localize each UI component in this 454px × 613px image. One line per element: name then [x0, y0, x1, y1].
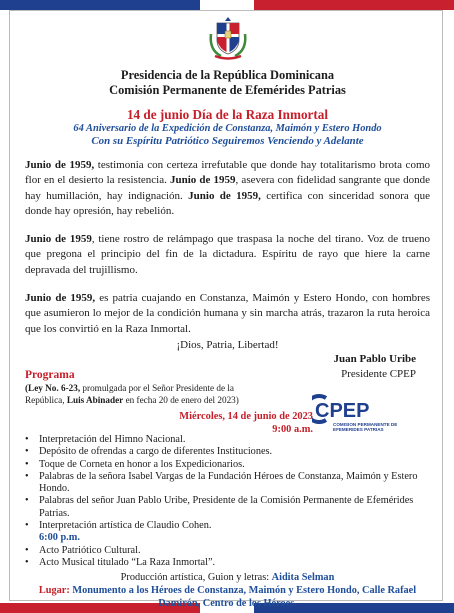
activity-item: • Depósito de ofrendas a cargo de diferentes Instituciones.	[25, 446, 430, 458]
closing-motto: ¡Dios, Patria, Libertad!	[176, 338, 279, 351]
paragraph-lead: Junio de 1959	[25, 233, 92, 246]
event-subtitle-1: 64 Aniversario de la Expedición de Constanza, Maimón y Estero Hondo	[73, 123, 382, 134]
paragraph-text: , tiene rostro de relámpago que traspasa la noche del tirano. Voz de trueno que pregona el principio del fin de la dictadura. Espíritu de rayo que hiere la carne depravada del trujillismo.	[25, 233, 430, 276]
cpep-acronym: CPEP	[315, 399, 370, 422]
invitation-content	[25, 14, 430, 610]
activity-item: • Palabras de la señora Isabel Vargas de la Fundación Héroes de Constanza, Maimón y Estero Hondo.	[25, 471, 430, 496]
paragraph-2	[25, 232, 430, 278]
time-morning: 9:00 a.m.	[272, 423, 313, 435]
activity-list-morning	[25, 434, 430, 532]
paragraph-lead: Junio de 1959,	[25, 159, 95, 171]
paragraph-lead: Junio de 1959,	[188, 189, 261, 202]
cpep-line1: COMISION PERMANENTE DE	[333, 421, 398, 427]
body-text	[25, 158, 430, 337]
signatory-name: Juan Pablo Uribe	[333, 352, 416, 365]
program-law-note	[25, 382, 275, 406]
program-header	[25, 368, 430, 435]
date-line: Miércoles, 14 de junio de 2023	[179, 410, 313, 422]
credits-line	[25, 571, 430, 584]
credits-name: Aidita Selman	[271, 572, 335, 584]
org-name-line1: Presidencia de la República Dominicana	[120, 68, 335, 82]
paragraph-3	[25, 291, 430, 337]
paragraph-lead: Junio de 1959	[169, 174, 236, 187]
activity-item: • Toque de Corneta en honor a los Expedicionarios.	[25, 459, 430, 471]
signatory-title: Presidente CPEP	[341, 367, 416, 380]
law-number: (Ley No. 6-23,	[25, 382, 81, 393]
venue-label: Lugar:	[38, 585, 70, 597]
activity-list-evening	[25, 545, 430, 570]
event-subtitle-2: Con su Espíritu Patriótico Seguiremos Venciendo y Adelante	[91, 135, 364, 147]
paragraph-text: es patria cuajando en Constanza, Maimón y Estero Hondo, con hombres que asumieron lo mejor de la condición humana y sin marcha atrás, trazaron la ruta heroica que los convirtió en la Raza Inmortal.	[25, 292, 431, 335]
paragraph-text: testimonia con certeza irrefutable que donde hay totalitarismo brota como flor en el desierto la resistencia.	[25, 159, 430, 187]
president-name: Luis Abinader	[66, 394, 124, 405]
program-date	[179, 410, 313, 436]
time-evening: 6:00 p.m.	[39, 532, 80, 544]
paragraph-1	[25, 158, 430, 219]
paragraph-text: , asevera con fidelidad sangrante que donde hay humillación, hay indignación.	[25, 174, 430, 202]
program-title: Programa	[25, 368, 75, 381]
law-date: en fecha 20 de enero del 2023)	[123, 394, 239, 405]
paragraph-lead: Junio de 1959,	[25, 292, 96, 305]
venue	[25, 584, 430, 610]
coat-of-arms-icon	[207, 14, 249, 62]
org-name-line2: Comisión Permanente de Efemérides Patrias	[109, 83, 346, 97]
activity-item: • Acto Patriótico Cultural.	[25, 545, 430, 557]
event-title: 14 de junio Día de la Raza Inmortal	[126, 107, 329, 122]
activity-item: • Interpretación artística de Claudio Cohen.	[25, 520, 430, 532]
cpep-line2: EFEMERIDES PATRIAS	[333, 426, 384, 432]
activity-item: • Palabras del señor Juan Pablo Uribe, Presidente de la Comisión Permanente de Efemérides Patrias.	[25, 495, 430, 520]
top-flag-border	[0, 0, 454, 10]
law-text: promulgada por el Señor Presidente de la República,	[25, 382, 234, 405]
paragraph-text: certifica con sinceridad sonora que donde hay opresión, hay rebelión.	[25, 189, 430, 217]
credits-label: Producción artística, Guion y letras:	[120, 572, 272, 584]
venue-text: Monumento a los Héroes de Constanza, Maimón y Estero Hondo, Calle Rafael Damirón, Centro de los Héroes.	[69, 585, 417, 610]
activity-item: • Interpretación del Himno Nacional.	[25, 434, 430, 446]
activity-item: • Acto Musical titulado “La Raza Inmortal”.	[25, 557, 430, 569]
cpep-logo	[312, 390, 412, 432]
